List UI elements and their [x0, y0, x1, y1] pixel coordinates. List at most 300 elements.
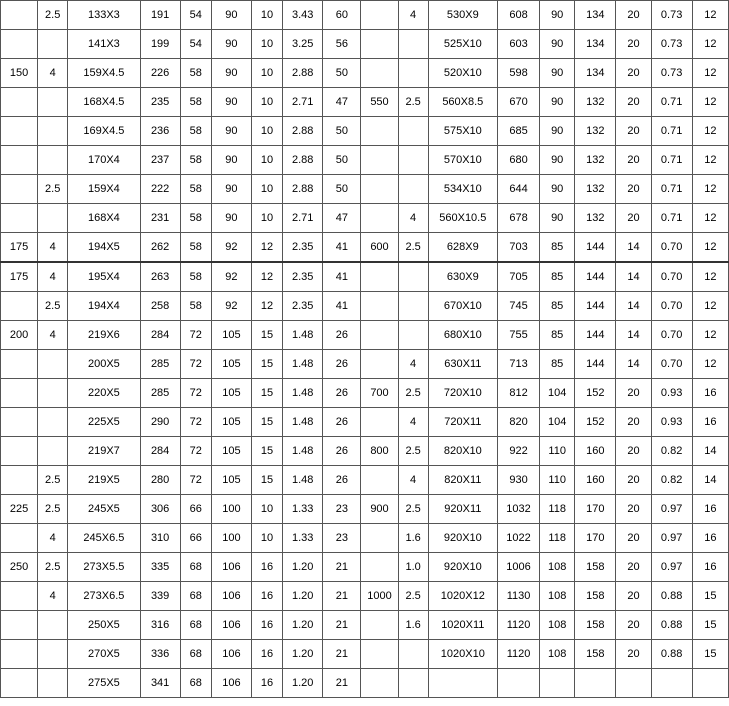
table-cell: 603	[497, 30, 539, 59]
table-cell: 608	[497, 1, 539, 30]
table-cell	[38, 669, 68, 698]
table-cell: 273X5.5	[68, 553, 140, 582]
table-cell	[361, 669, 398, 698]
table-cell: 335	[140, 553, 180, 582]
table-cell: 10	[251, 59, 282, 88]
table-cell: 4	[38, 321, 68, 350]
table-cell: 2.5	[398, 437, 428, 466]
table-cell: 108	[540, 640, 575, 669]
table-cell	[398, 669, 428, 698]
table-cell: 1020X10	[428, 640, 497, 669]
table-cell: 1.0	[398, 553, 428, 582]
table-cell: 175	[1, 262, 38, 292]
table-cell: 150	[1, 59, 38, 88]
table-cell: 132	[575, 204, 616, 233]
table-cell	[38, 640, 68, 669]
table-cell: 16	[692, 495, 728, 524]
table-cell	[398, 640, 428, 669]
table-cell	[361, 321, 398, 350]
table-cell	[361, 59, 398, 88]
table-cell: 922	[497, 437, 539, 466]
table-cell: 20	[616, 88, 651, 117]
table-cell: 2.88	[283, 59, 323, 88]
table-cell: 10	[251, 1, 282, 30]
table-cell: 132	[575, 88, 616, 117]
table-cell: 12	[692, 117, 728, 146]
table-cell: 713	[497, 350, 539, 379]
table-cell: 1130	[497, 582, 539, 611]
table-cell: 284	[140, 321, 180, 350]
table-cell: 133X3	[68, 1, 140, 30]
table-cell: 219X5	[68, 466, 140, 495]
table-cell	[1, 640, 38, 669]
table-cell: 106	[211, 553, 251, 582]
table-cell: 1.20	[283, 640, 323, 669]
table-cell: 90	[540, 146, 575, 175]
table-cell: 598	[497, 59, 539, 88]
table-cell: 20	[616, 611, 651, 640]
table-cell: 12	[692, 321, 728, 350]
table-cell: 20	[616, 59, 651, 88]
table-cell: 0.88	[651, 582, 692, 611]
table-cell: 144	[575, 292, 616, 321]
table-cell: 273X6.5	[68, 582, 140, 611]
table-cell: 170	[575, 495, 616, 524]
table-cell: 16	[251, 611, 282, 640]
table-row	[1, 669, 729, 698]
table-cell: 58	[180, 233, 211, 263]
table-cell: 66	[180, 495, 211, 524]
table-cell: 90	[540, 117, 575, 146]
table-cell	[1, 292, 38, 321]
table-cell	[38, 350, 68, 379]
table-cell: 104	[540, 379, 575, 408]
table-cell: 16	[692, 379, 728, 408]
table-cell: 1.48	[283, 437, 323, 466]
table-cell: 16	[692, 553, 728, 582]
table-cell: 92	[211, 292, 251, 321]
table-cell: 12	[251, 262, 282, 292]
table-cell: 104	[540, 408, 575, 437]
table-cell: 15	[251, 350, 282, 379]
table-cell: 2.5	[38, 175, 68, 204]
table-cell: 222	[140, 175, 180, 204]
table-cell: 2.5	[398, 495, 428, 524]
table-cell: 50	[323, 117, 361, 146]
table-cell	[1, 582, 38, 611]
table-cell: 316	[140, 611, 180, 640]
table-cell: 56	[323, 30, 361, 59]
table-cell: 339	[140, 582, 180, 611]
table-cell	[1, 669, 38, 698]
table-cell: 1120	[497, 611, 539, 640]
table-cell: 110	[540, 437, 575, 466]
table-cell: 118	[540, 524, 575, 553]
table-cell: 250	[1, 553, 38, 582]
table-cell: 132	[575, 117, 616, 146]
table-cell: 14	[692, 466, 728, 495]
table-cell: 745	[497, 292, 539, 321]
table-cell: 800	[361, 437, 398, 466]
table-cell	[398, 321, 428, 350]
table-cell: 134	[575, 1, 616, 30]
table-cell: 14	[616, 233, 651, 263]
table-cell: 1.6	[398, 524, 428, 553]
table-cell: 90	[540, 88, 575, 117]
table-cell: 2.71	[283, 88, 323, 117]
table-cell: 90	[211, 117, 251, 146]
table-cell: 10	[251, 146, 282, 175]
table-cell	[361, 262, 398, 292]
table-cell: 20	[616, 466, 651, 495]
table-cell	[1, 146, 38, 175]
table-cell: 90	[211, 30, 251, 59]
table-cell: 310	[140, 524, 180, 553]
table-cell: 132	[575, 146, 616, 175]
table-cell: 550	[361, 88, 398, 117]
table-cell: 20	[616, 495, 651, 524]
table-cell: 12	[692, 350, 728, 379]
table-cell	[398, 175, 428, 204]
table-cell	[398, 30, 428, 59]
table-cell: 20	[616, 204, 651, 233]
table-cell: 50	[323, 146, 361, 175]
table-cell: 200X5	[68, 350, 140, 379]
table-row	[1, 321, 729, 350]
table-cell: 72	[180, 408, 211, 437]
table-cell: 755	[497, 321, 539, 350]
table-cell: 170X4	[68, 146, 140, 175]
table-cell: 158	[575, 553, 616, 582]
table-cell: 134	[575, 30, 616, 59]
table-cell: 16	[251, 640, 282, 669]
table-cell: 525X10	[428, 30, 497, 59]
table-cell: 0.71	[651, 146, 692, 175]
table-cell: 144	[575, 350, 616, 379]
table-cell: 336	[140, 640, 180, 669]
table-row	[1, 582, 729, 611]
table-cell	[361, 466, 398, 495]
table-row	[1, 146, 729, 175]
table-cell: 219X6	[68, 321, 140, 350]
table-cell: 100	[211, 495, 251, 524]
table-cell: 21	[323, 582, 361, 611]
table-cell: 12	[692, 146, 728, 175]
table-cell	[1, 204, 38, 233]
table-cell: 58	[180, 117, 211, 146]
table-cell: 90	[540, 59, 575, 88]
table-cell: 58	[180, 88, 211, 117]
table-cell: 68	[180, 669, 211, 698]
table-cell: 812	[497, 379, 539, 408]
table-cell: 2.5	[398, 379, 428, 408]
table-cell: 85	[540, 292, 575, 321]
table-cell	[398, 146, 428, 175]
table-cell: 152	[575, 408, 616, 437]
table-cell: 199	[140, 30, 180, 59]
table-cell	[1, 117, 38, 146]
table-cell: 1.48	[283, 350, 323, 379]
table-cell: 226	[140, 59, 180, 88]
table-cell: 630X11	[428, 350, 497, 379]
table-cell: 68	[180, 640, 211, 669]
table-cell: 14	[616, 262, 651, 292]
table-cell: 306	[140, 495, 180, 524]
table-cell	[361, 408, 398, 437]
table-cell: 105	[211, 379, 251, 408]
table-cell: 2.88	[283, 146, 323, 175]
table-cell	[361, 524, 398, 553]
table-cell: 920X10	[428, 553, 497, 582]
table-cell: 12	[251, 233, 282, 263]
table-cell: 0.93	[651, 408, 692, 437]
table-cell: 12	[692, 292, 728, 321]
table-cell: 170	[575, 524, 616, 553]
table-cell	[361, 204, 398, 233]
table-cell: 20	[616, 1, 651, 30]
table-row	[1, 292, 729, 321]
table-cell: 245X5	[68, 495, 140, 524]
table-cell: 16	[692, 408, 728, 437]
table-cell	[497, 669, 539, 698]
table-cell: 0.93	[651, 379, 692, 408]
table-cell	[575, 669, 616, 698]
table-cell: 0.73	[651, 30, 692, 59]
table-cell: 106	[211, 582, 251, 611]
table-cell: 1032	[497, 495, 539, 524]
table-cell: 628X9	[428, 233, 497, 263]
table-cell: 0.71	[651, 204, 692, 233]
table-cell: 50	[323, 175, 361, 204]
table-row	[1, 88, 729, 117]
table-cell: 26	[323, 408, 361, 437]
table-cell: 26	[323, 437, 361, 466]
table-cell: 58	[180, 146, 211, 175]
table-cell: 4	[398, 204, 428, 233]
table-cell: 20	[616, 379, 651, 408]
table-cell: 14	[616, 321, 651, 350]
table-cell: 237	[140, 146, 180, 175]
table-cell: 1.20	[283, 582, 323, 611]
table-cell: 670X10	[428, 292, 497, 321]
table-cell: 191	[140, 1, 180, 30]
table-cell: 108	[540, 611, 575, 640]
table-cell: 12	[251, 292, 282, 321]
table-cell: 720X11	[428, 408, 497, 437]
table-cell: 15	[251, 466, 282, 495]
table-cell: 0.70	[651, 321, 692, 350]
table-row	[1, 175, 729, 204]
table-cell: 930	[497, 466, 539, 495]
table-cell: 820	[497, 408, 539, 437]
table-cell: 1.48	[283, 321, 323, 350]
table-cell: 2.35	[283, 233, 323, 263]
table-cell: 108	[540, 582, 575, 611]
table-cell: 270X5	[68, 640, 140, 669]
table-cell: 15	[251, 437, 282, 466]
table-cell: 685	[497, 117, 539, 146]
table-cell: 200	[1, 321, 38, 350]
table-cell: 10	[251, 175, 282, 204]
table-cell: 23	[323, 524, 361, 553]
table-cell: 284	[140, 437, 180, 466]
table-cell: 21	[323, 669, 361, 698]
table-cell	[361, 611, 398, 640]
table-row	[1, 117, 729, 146]
table-cell: 1.20	[283, 611, 323, 640]
table-cell: 85	[540, 321, 575, 350]
table-row	[1, 408, 729, 437]
table-cell	[361, 146, 398, 175]
table-cell: 0.88	[651, 611, 692, 640]
table-cell	[1, 350, 38, 379]
table-cell: 15	[251, 408, 282, 437]
table-cell	[38, 379, 68, 408]
table-cell	[38, 437, 68, 466]
table-cell: 219X7	[68, 437, 140, 466]
table-cell: 1020X11	[428, 611, 497, 640]
table-row	[1, 350, 729, 379]
table-cell: 21	[323, 553, 361, 582]
table-cell	[1, 379, 38, 408]
table-cell	[398, 262, 428, 292]
table-cell: 0.70	[651, 233, 692, 263]
table-cell: 245X6.5	[68, 524, 140, 553]
table-cell: 0.82	[651, 437, 692, 466]
table-cell: 12	[692, 59, 728, 88]
table-cell: 10	[251, 495, 282, 524]
table-cell: 820X11	[428, 466, 497, 495]
table-cell: 195X4	[68, 262, 140, 292]
table-cell: 194X4	[68, 292, 140, 321]
table-cell: 2.71	[283, 204, 323, 233]
table-cell: 920X11	[428, 495, 497, 524]
table-cell: 41	[323, 292, 361, 321]
table-cell: 15	[251, 379, 282, 408]
table-cell: 50	[323, 59, 361, 88]
table-cell: 280	[140, 466, 180, 495]
table-cell: 0.82	[651, 466, 692, 495]
table-cell: 160	[575, 466, 616, 495]
table-cell: 20	[616, 175, 651, 204]
table-row	[1, 611, 729, 640]
table-cell: 2.5	[38, 495, 68, 524]
table-cell: 60	[323, 1, 361, 30]
table-cell: 231	[140, 204, 180, 233]
table-cell	[38, 204, 68, 233]
table-cell: 4	[38, 582, 68, 611]
table-cell	[1, 175, 38, 204]
table-cell: 262	[140, 233, 180, 263]
table-cell: 159X4	[68, 175, 140, 204]
table-row	[1, 262, 729, 292]
table-body	[1, 1, 729, 698]
table-cell: 1.48	[283, 379, 323, 408]
table-cell: 58	[180, 262, 211, 292]
table-cell	[361, 1, 398, 30]
table-cell: 158	[575, 611, 616, 640]
table-cell: 520X10	[428, 59, 497, 88]
table-cell: 106	[211, 669, 251, 698]
table-cell: 20	[616, 582, 651, 611]
table-cell	[398, 117, 428, 146]
table-cell: 1.20	[283, 669, 323, 698]
table-cell: 534X10	[428, 175, 497, 204]
table-cell: 680X10	[428, 321, 497, 350]
table-cell: 703	[497, 233, 539, 263]
table-cell: 4	[398, 466, 428, 495]
table-cell: 12	[692, 204, 728, 233]
table-cell	[38, 88, 68, 117]
table-cell: 85	[540, 350, 575, 379]
table-cell: 290	[140, 408, 180, 437]
table-cell	[38, 408, 68, 437]
table-cell	[540, 669, 575, 698]
table-cell	[1, 611, 38, 640]
table-cell	[1, 437, 38, 466]
table-cell: 10	[251, 30, 282, 59]
table-row	[1, 30, 729, 59]
table-cell: 575X10	[428, 117, 497, 146]
table-cell: 108	[540, 553, 575, 582]
table-cell: 144	[575, 321, 616, 350]
table-cell: 12	[692, 30, 728, 59]
table-cell: 2.5	[38, 553, 68, 582]
table-cell: 14	[616, 350, 651, 379]
table-cell: 72	[180, 379, 211, 408]
table-cell: 644	[497, 175, 539, 204]
table-cell	[1, 524, 38, 553]
table-cell: 16	[251, 669, 282, 698]
table-cell	[361, 117, 398, 146]
table-cell: 14	[616, 292, 651, 321]
table-cell: 160	[575, 437, 616, 466]
table-cell	[361, 175, 398, 204]
table-cell: 21	[323, 640, 361, 669]
table-cell: 41	[323, 233, 361, 263]
table-cell: 85	[540, 233, 575, 263]
table-cell: 12	[692, 233, 728, 263]
table-cell: 530X9	[428, 1, 497, 30]
table-cell: 158	[575, 582, 616, 611]
table-cell: 4	[38, 524, 68, 553]
table-cell: 72	[180, 466, 211, 495]
table-cell: 1.48	[283, 466, 323, 495]
table-cell: 105	[211, 321, 251, 350]
table-cell: 58	[180, 59, 211, 88]
table-cell: 58	[180, 175, 211, 204]
table-cell: 26	[323, 466, 361, 495]
table-row	[1, 495, 729, 524]
table-cell: 12	[692, 262, 728, 292]
table-cell: 68	[180, 553, 211, 582]
table-cell	[1, 30, 38, 59]
table-cell	[616, 669, 651, 698]
table-cell: 105	[211, 408, 251, 437]
table-cell: 0.71	[651, 175, 692, 204]
table-cell: 118	[540, 495, 575, 524]
table-cell: 47	[323, 88, 361, 117]
table-cell: 90	[211, 204, 251, 233]
table-cell	[361, 292, 398, 321]
table-cell: 1000	[361, 582, 398, 611]
table-cell: 720X10	[428, 379, 497, 408]
table-cell: 134	[575, 59, 616, 88]
table-cell: 275X5	[68, 669, 140, 698]
table-cell: 220X5	[68, 379, 140, 408]
table-cell: 680	[497, 146, 539, 175]
table-cell	[361, 350, 398, 379]
